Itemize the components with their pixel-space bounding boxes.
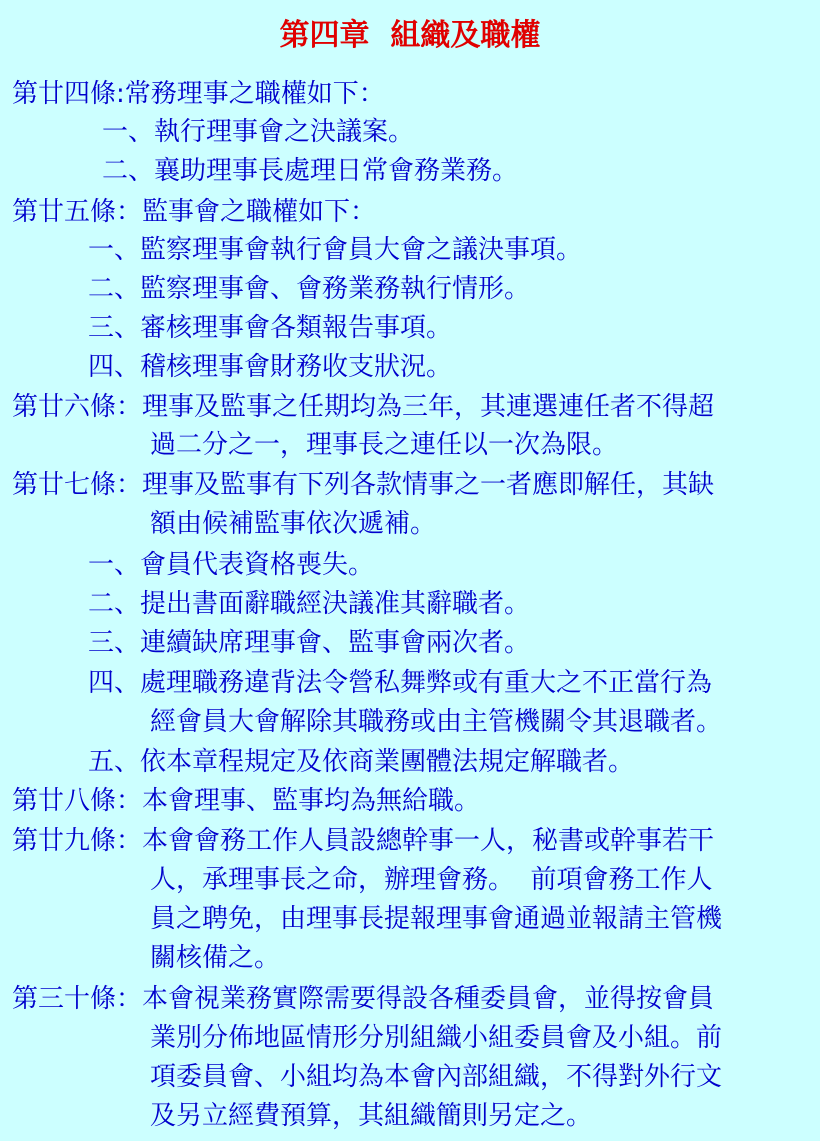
article-24-item-2: 二、襄助理事長處理日常會務業務。 [102, 156, 519, 186]
article-27-item-4-continuation: 經會員大會解除其職務或由主管機關令其退職者。 [150, 707, 723, 737]
article-26-heading: 第廿六條：理事及監事之任期均為三年，其連選連任者不得超 [12, 392, 715, 422]
article-30-continuation-3: 及另立經費預算，其組織簡則另定之。 [150, 1101, 593, 1131]
article-27-item-3: 三、連續缺席理事會、監事會兩次者。 [88, 628, 531, 658]
article-29-continuation-1: 人，承理事長之命，辦理會務。 前項會務工作人 [150, 865, 713, 895]
article-29-heading: 第廿九條：本會會務工作人員設總幹事一人，秘書或幹事若干 [12, 826, 715, 856]
article-30-continuation-2: 項委員會、小組均為本會內部組織，不得對外行文 [150, 1062, 723, 1092]
article-29-continuation-2: 員之聘免，由理事長提報理事會通過並報請主管機 [150, 904, 723, 934]
article-27-item-4: 四、處理職務違背法令營私舞弊或有重大之不正當行為 [88, 668, 713, 698]
article-29-continuation-3: 關核備之。 [150, 943, 281, 973]
article-27-heading: 第廿七條：理事及監事有下列各款情事之一者應即解任，其缺 [12, 470, 715, 500]
article-27-item-1: 一、會員代表資格喪失。 [88, 550, 375, 580]
article-27-continuation: 額由候補監事依次遞補。 [150, 509, 437, 539]
article-25-item-3: 三、審核理事會各類報告事項。 [88, 313, 453, 343]
article-25-item-4: 四、稽核理事會財務收支狀況。 [88, 352, 453, 382]
chapter-title: 第四章 組織及職權 [279, 18, 541, 53]
article-24-heading: 第廿四條:常務理事之職權如下： [12, 79, 385, 109]
article-25-item-2: 二、監察理事會、會務業務執行情形。 [88, 274, 531, 304]
article-24-item-1: 一、執行理事會之決議案。 [102, 117, 415, 147]
article-25-heading: 第廿五條：監事會之職權如下： [12, 197, 377, 227]
article-25-item-1: 一、監察理事會執行會員大會之議決事項。 [88, 235, 583, 265]
article-27-item-2: 二、提出書面辭職經決議准其辭職者。 [88, 589, 531, 619]
article-27-item-5: 五、依本章程規定及依商業團體法規定解職者。 [88, 747, 635, 777]
article-30-heading: 第三十條：本會視業務實際需要得設各種委員會，並得按會員 [12, 984, 715, 1014]
article-30-continuation-1: 業別分佈地區情形分別組織小組委員會及小組。前 [150, 1023, 723, 1053]
article-28-heading: 第廿八條：本會理事、監事均為無給職。 [12, 786, 481, 816]
article-26-continuation: 過二分之一，理事長之連任以一次為限。 [150, 430, 619, 460]
